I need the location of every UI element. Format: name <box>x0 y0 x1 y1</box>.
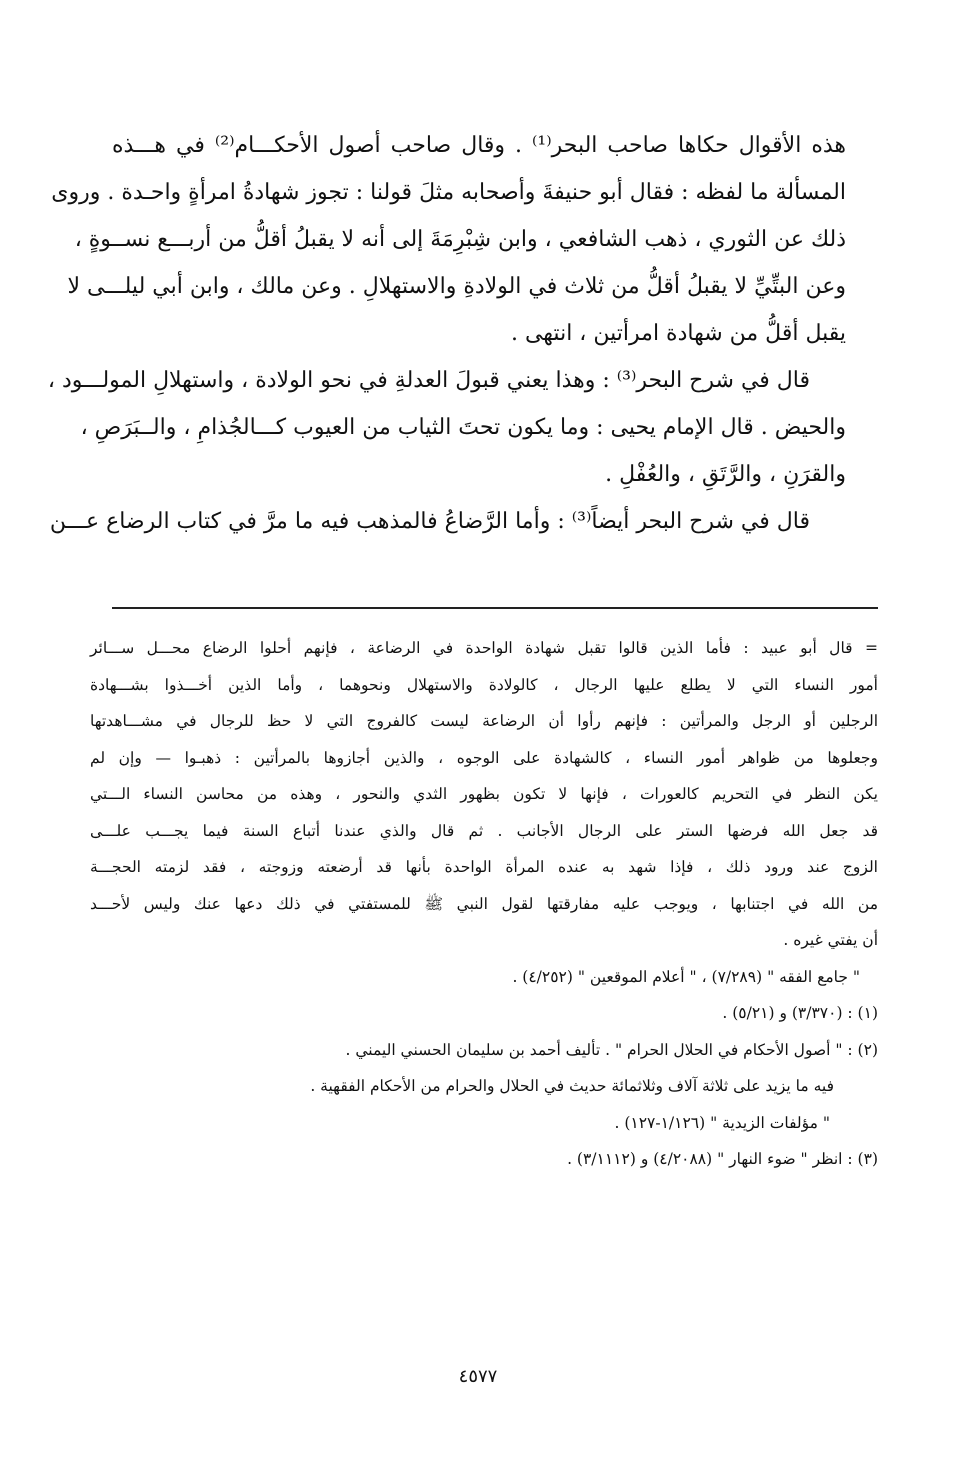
footnote-line: = قال أبو عبيد : فأما الذين قالوا تقبل شهادة الواحدة في الرضاعة ، فإنهم أحلوا الرضاع محـــل ســـائر <box>90 639 878 657</box>
footnote-3: (٣) : انظر " ضوء النهار " (٤/٢٠٨٨) و (٣/١١١٢) . <box>567 1150 878 1168</box>
main-line: هذه الأقوال حكاها صاحب البحر⁽¹⁾ . وقال صاحب أصول الأحكـــام⁽²⁾ في هـــذه <box>112 133 846 158</box>
main-line: والحيض . قال الإمام يحيى : وما يكون تحتَ الثياب من العيوب كـــالجُذامِ ، والــبَرَصِ ، <box>80 415 846 440</box>
footnote-1: (١) : (٣/٣٧٠) و (٥/٢١) . <box>722 1004 878 1022</box>
main-line: ذلك عن الثوري ، ذهب الشافعي ، وابن شِبْرِمَةَ إلى أنه لا يقبلُ أقلُّ من أربـــع نســوةٍ ، <box>74 227 846 252</box>
footnote-2: (٢) : " أصول الأحكام في الحلال الحرام " . تأليف أحمد بن سليمان الحسني اليمني . <box>345 1040 878 1059</box>
footnote-2-citation: " مؤلفات الزيدية " (١/١٢٦-١٢٧) . <box>614 1113 830 1132</box>
footnotes <box>90 630 878 1178</box>
footnote-line: قد جعل الله فرضها الستر على الرجال الأجانب . ثم قال والذي عندنا أتباع السنة فيما يجـــب علـــى <box>90 821 878 840</box>
footnote-line: أن يفتي غيره . <box>783 931 878 949</box>
footnote-line: من الله في اجتنابها ، ويوجب عليه مفارقتها لقول النبي ﷺ للمستفتي في ذلك دعها عنك وليس لأحـــد <box>90 894 878 913</box>
main-line: والقرَنِ ، والرَّتَقِ ، والعُفْلِ . <box>605 462 846 487</box>
footnote-citation: " جامع الفقه " (٧/٢٨٩) ، " أعلام الموقعين " (٤/٢٥٢) . <box>512 967 860 986</box>
main-line: المسألة ما لفظه : فقال أبو حنيفةَ وأصحابه مثلَ قولنا : تجوز شهادةُ امرأةٍ واحـدة . وروى <box>51 180 846 205</box>
footnote-line: أمور النساء التي لا يطلع عليها الرجال ، كالولادة والاستهلال ونحوهما ، وأما الذين أخـــذوا بشـــهادة <box>90 675 878 694</box>
footnote-line: وجعلوها من ظواهر أمور النساء ، كالشهادة على الوجوه ، والذين أجازوها بالمرأتين : ذهبـوا — وإن لم <box>90 748 878 767</box>
main-line: قال في شرح البحر⁽³⁾ : وهذا يعني قبولَ العدلةِ في نحو الولادة ، واستهلالِ المولـــود ، <box>47 368 810 393</box>
main-line: وعن البتِّيِّ لا يقبلُ أقلُّ من ثلاث في الولادةِ والاستهلالِ . وعن مالك ، وابن أبي ليلـــى لا <box>67 274 846 299</box>
main-line: قال في شرح البحر أيضاً⁽³⁾ : وأما الرَّضاعُ فالمذهب فيه ما مرَّ في كتاب الرضاع عـــن <box>49 509 810 534</box>
footnote-line: الزوج عند ورود ذلك ، فإذا شهد به عنده المرأة الواحدة بأنها قد أرضعته وزوجته ، فقد لزمته الحجـــة <box>90 858 878 876</box>
footnote-separator <box>112 607 878 609</box>
footnote-line: يكن النظر في التحريم كالعورات ، فإنها لا تكون بظهور الثدي والنحور ، وهذه من محاسن النساء الـــتي <box>90 785 878 803</box>
page-number: ٤٥٧٧ <box>458 1366 498 1387</box>
main-line: يقبل أقلُّ من شهادة امرأتين ، انتهى . <box>510 321 846 346</box>
main-text <box>47 122 846 545</box>
footnote-line: الرجلين أو الرجل والمرأتين : فإنهم رأوا أن الرضاعة ليست كالفروج التي لا حظ للرجال في مشـــاهدتها <box>90 712 878 730</box>
footnote-2-detail: فيه ما يزيد على ثلاثة آلاف وثلاثمائة حديث في الحلال والحرام من الأحكام الفقهية . <box>310 1077 834 1095</box>
